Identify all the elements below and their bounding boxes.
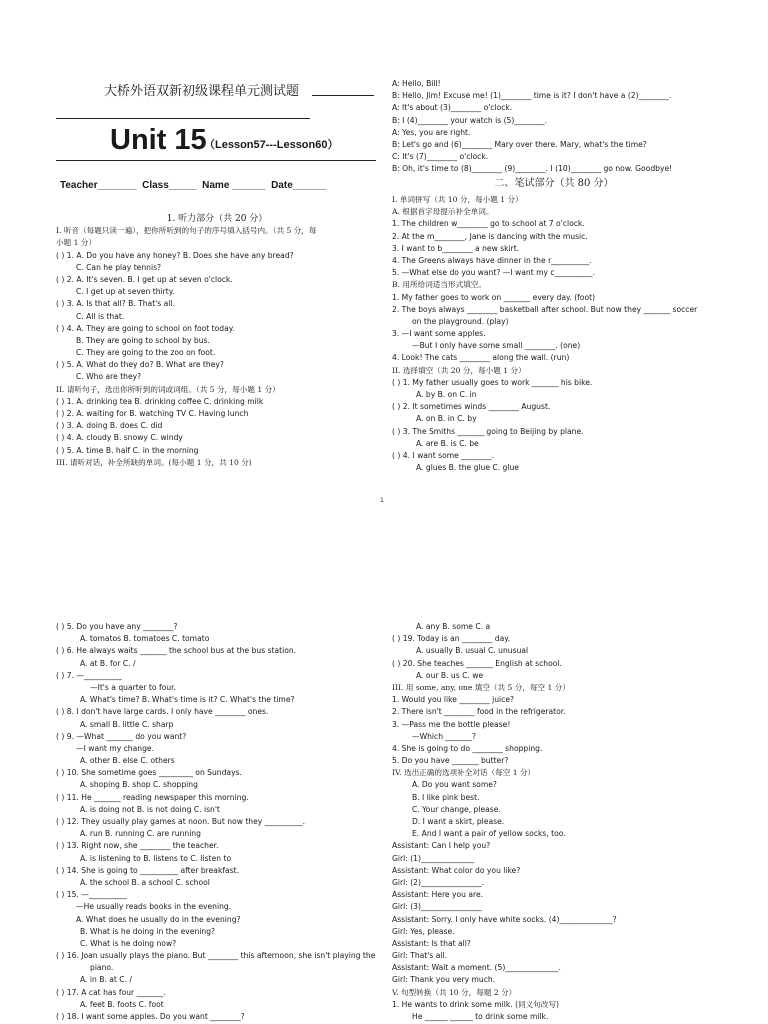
page2-left-line: A. other B. else C. others [80, 756, 175, 766]
page2-right-line: C. Your change, please. [412, 804, 501, 814]
page1-right-line: 1. The children w________ go to school at 7 o'clock. [392, 219, 585, 229]
page1-left-line: ( ) 1. A. Do you have any honey? B. Does she have any bread? [56, 250, 294, 260]
page1-right-line: A. by B. on C. in [416, 390, 477, 399]
dialogue-line: A: It's about (3)________ o'clock. [392, 103, 513, 113]
page2-left-line: ( ) 13. Right now, she ________ the teacher. [56, 841, 219, 851]
page2-right-line: 2. There isn't ________ food in the refrigerator. [392, 707, 566, 717]
page1-left-line: B. They are going to school by bus. [76, 335, 210, 345]
student-info-fields: Teacher_______ Class_____ Name ______ Date______ [60, 180, 327, 191]
page1-right-line: II. 选择填空（共 20 分，每小题 1 分） [392, 365, 526, 375]
page2-right-line: D. I want a skirt, please. [412, 817, 505, 826]
page2-left-line: C. What is he doing now? [80, 938, 177, 948]
dialogue-line: A: Hello, Bill! [392, 79, 441, 88]
page2-left-line: A. at B. for C. / [80, 658, 136, 668]
page1-right-line: 1. My father goes to work on _______ every day. (foot) [392, 292, 596, 302]
page2-right-line: 4. She is going to do ________ shopping. [392, 743, 543, 753]
page1-left-line: C. All is that. [76, 311, 125, 321]
school-title: 大桥外语双新初级课程单元测试题 [104, 84, 300, 99]
lessons-range: （Lesson57---Lesson60） [204, 139, 339, 151]
page2-right-line: ( ) 20. She teaches _______ English at school. [392, 658, 562, 668]
page2-right-line: Assistant: What color do you like? [392, 865, 521, 875]
page1-left-line: 1. 听力部分（共 20 分） [166, 214, 268, 224]
page1-left-line: ( ) 5. A. time B. half C. in the morning [56, 445, 199, 455]
page1-right-line: A. on B. in C. by [416, 414, 477, 424]
page2-left-line: A. run B. running C. are running [80, 829, 201, 839]
page2-right-column [392, 621, 716, 1023]
page2-left-line: —I want my change. [76, 743, 154, 753]
page1-left-line: II. 请听句子，选出你所听到的词或词组。（共 5 分，每小题 1 分） [56, 384, 280, 394]
page1-right-line: 4. Look! The cats ________ along the wall. (run) [392, 353, 570, 363]
dialogue-line: A: Yes, you are right. [392, 127, 471, 137]
page1-right-top [392, 78, 716, 176]
page2-left-line: piano. [90, 963, 114, 973]
dialogue-line: B: Let's go and (6)________ Mary over there. Mary, what's the time? [392, 139, 647, 149]
page1-right-line: 3. —I want some apples. [392, 329, 486, 339]
page2-left-line: ( ) 14. She is going to __________ after breakfast. [56, 865, 240, 875]
page2-right-line: 1. He wants to drink some milk. (同义句改写) [392, 999, 560, 1009]
page2-right-line: He ______ ______ to drink some milk. [412, 1012, 549, 1021]
page2-left-line: A. tomatos B. tomatoes C. tomato [80, 634, 210, 644]
page2-right-line: IV. 选出正确的选项补全对话（每空 1 分） [392, 768, 536, 778]
page1-right-line: A. 根据首字母提示补全单词。 [392, 207, 494, 217]
page2-left-line: A. feet B. foots C. foot [80, 999, 164, 1009]
page2-left-line: ( ) 11. He _______ reading newspaper this morning. [56, 792, 249, 802]
page1-right-line: ( ) 1. My father usually goes to work _______ his bike. [392, 377, 593, 387]
written-section-heading: 二、笔试部分（共 80 分） [494, 178, 614, 189]
page2-right-line: Girl: Thank you very much. [392, 975, 496, 985]
page2-left-line: ( ) 6. He always waits _______ the school bus at the bus station. [56, 646, 297, 656]
page2-left-line: A. in B. at C. / [80, 975, 132, 985]
dialogue-line: B: Hello, Jim! Excuse me! (1)________ time is it? I don't have a (2)________. [392, 91, 672, 101]
page1-right-line: A. glues B. the glue C. glue [416, 463, 519, 473]
title-underline-right [312, 95, 374, 96]
page1-left-line: ( ) 3. A. Is that all? B. That's all. [56, 299, 175, 309]
page2-right-line: 5. Do you have _______ butter? [392, 756, 509, 766]
page2-left-line: —It's a quarter to four. [90, 682, 176, 692]
page2-right-line: A. our B. us C. we [416, 670, 484, 680]
page2-right-line: Girl: That's all. [392, 951, 448, 961]
page1-right-column [392, 194, 716, 474]
page1-right-line: 4. The Greens always have dinner in the r__________. [392, 255, 592, 265]
page-number: 1 [380, 497, 384, 504]
page1-left-line: ( ) 5. A. What do they do? B. What are they? [56, 360, 224, 370]
page1-right-line: A. are B. is C. be [416, 438, 479, 448]
page2-left-line: ( ) 7. —__________ [56, 670, 122, 680]
page2-right-line: Assistant: Wait a moment. (5)______________. [392, 963, 561, 973]
page2-left-line: —He usually reads books in the evening. [76, 902, 232, 912]
page2-right-line: III. 用 some, any, one 填空（共 5 分，每空 1 分） [392, 682, 570, 692]
page2-right-line: 3. —Pass me the bottle please! [392, 719, 511, 729]
page1-right-line: ( ) 3. The Smiths _______ going to Beijing by plane. [392, 426, 584, 436]
page2-left-line: A. the school B. a school C. school [80, 877, 210, 887]
page1-left-line: C. I get up at seven thirty. [76, 287, 175, 297]
page1-left-line: ( ) 2. A. waiting for B. watching TV C. Having lunch [56, 409, 249, 418]
page2-right-line: —Which _______? [412, 731, 477, 741]
page2-left-line: ( ) 9. —What _______ do you want? [56, 731, 187, 741]
page2-left-line: ( ) 17. A cat has four _______. [56, 987, 166, 997]
page2-left-line: ( ) 15. —__________ [56, 890, 127, 900]
page2-left-line: ( ) 5. Do you have any ________? [56, 622, 178, 631]
page2-left-line: ( ) 12. They usually play games at noon. But now they __________. [56, 817, 306, 826]
page2-left-line: A. is doing not B. is not doing C. isn't [80, 804, 220, 814]
page1-right-line: B. 用所给词适当形式填空。 [392, 280, 486, 290]
page2-left-line: A. What does he usually do in the evening? [76, 914, 241, 924]
page2-right-line: Girl: Yes, please. [392, 926, 455, 936]
page1-left-line: C. Who are they? [76, 372, 142, 382]
page2-right-line: A. Do you want some? [412, 780, 497, 790]
page1-right-line: ( ) 4. I want some ________. [392, 450, 495, 460]
page2-left-line: A. small B. little C. sharp [80, 719, 174, 729]
page2-right-line: V. 句型转换（共 10 分，每题 2 分） [392, 987, 517, 997]
page2-right-line: Assistant: Can I help you? [392, 841, 491, 851]
page1-right-line: 5. —What else do you want? —I want my c__________. [392, 268, 595, 278]
page1-left-line: C. Can he play tennis? [76, 262, 162, 272]
page2-right-line: Assistant: Here you are. [392, 890, 484, 900]
dialogue-line: B: Oh, it's time to (8)________ (9)________. I (10)________ go now. Goodbye! [392, 164, 673, 174]
page1-left-line: C. They are going to the zoo on foot. [76, 348, 216, 358]
page2-left-line: ( ) 16. Joan usually plays the piano. But ________ this afternoon, she isn't playing the [56, 951, 376, 961]
page2-right-line: 1. Would you like ________ juice? [392, 695, 515, 705]
page1-right-line: ( ) 2. It sometimes winds ________ August. [392, 402, 551, 412]
page2-right-line: B. I like pink best. [412, 792, 480, 802]
page2-left-column [56, 621, 378, 1023]
page1-left-line: ( ) 2. A. It's seven. B. I get up at seven o'clock. [56, 274, 233, 284]
page2-right-line: A. any B. some C. a [416, 622, 491, 631]
dialogue-line: B: I (4)________ your watch is (5)________. [392, 115, 548, 125]
page1-left-line: ( ) 3. A. doing B. does C. did [56, 421, 163, 431]
page2-right-line: Girl: (1)______________ [392, 853, 475, 863]
page1-right-line: I. 单词拼写（共 10 分，每小题 1 分） [392, 195, 523, 204]
page1-right-line: —But I only have some small ________. (one) [412, 341, 581, 351]
page1-left-line: ( ) 4. A. They are going to school on foot today. [56, 323, 235, 333]
page2-left-line: B. What is he doing in the evening? [80, 926, 216, 936]
page1-left-column [56, 213, 378, 469]
dialogue-line: C: It's (7)________ o'clock. [392, 152, 489, 162]
page2-left-line: A. shoping B. shop C. shopping [80, 780, 198, 790]
page2-left-line: ( ) 18. I want some apples. Do you want ________? [56, 1012, 245, 1021]
page2-left-line: A. What's time? B. What's time is it? C. What's the time? [80, 695, 295, 705]
title-underline-full [56, 118, 310, 119]
page2-right-line: Assistant: Sorry. I only have white socks. (4)______________? [392, 914, 617, 924]
page2-left-line: ( ) 10. She sometime goes _________ on Sundays. [56, 768, 242, 778]
page2-right-line: Girl: (2)________________. [392, 877, 485, 887]
page2-left-line: A. is listening to B. listens to C. listen to [80, 853, 232, 863]
page1-right-line: 2. The boys always ________ basketball after school. But now they _______ soccer [392, 304, 698, 314]
page2-right-line: Girl: (3)________________ [392, 902, 482, 912]
page1-left-line: I. 听音（每题只读一遍），把你所听到的句子的序号填入括号内。（共 5 分，每 [56, 226, 317, 236]
unit-title: Unit 15 [110, 124, 207, 156]
page2-right-line: A. usually B. usual C. unusual [416, 646, 529, 656]
page1-right-line: 2. At the m________, Jane is dancing with the music. [392, 231, 588, 241]
page2-left-line: ( ) 8. I don't have large cards. I only have ________ ones. [56, 707, 269, 717]
page1-right-line: on the playground. (play) [412, 316, 509, 326]
page1-right-line: 3. I want to b________ a new skirt. [392, 243, 520, 253]
page1-left-line: 小题 1 分） [56, 238, 97, 248]
page2-right-line: E. And I want a pair of yellow socks, too. [412, 829, 566, 839]
header-rule [56, 160, 376, 161]
page2-right-line: Assistant: Is that all? [392, 938, 471, 948]
page1-left-line: III. 请听对话，补全所缺的单词。(每小题 1 分，共 10 分) [56, 457, 252, 467]
page1-left-line: ( ) 1. A. drinking tea B. drinking coffee C. drinking milk [56, 396, 264, 406]
page2-right-line: ( ) 19. Today is an ________ day. [392, 634, 511, 644]
page1-left-line: ( ) 4. A. cloudy B. snowy C. windy [56, 433, 183, 443]
